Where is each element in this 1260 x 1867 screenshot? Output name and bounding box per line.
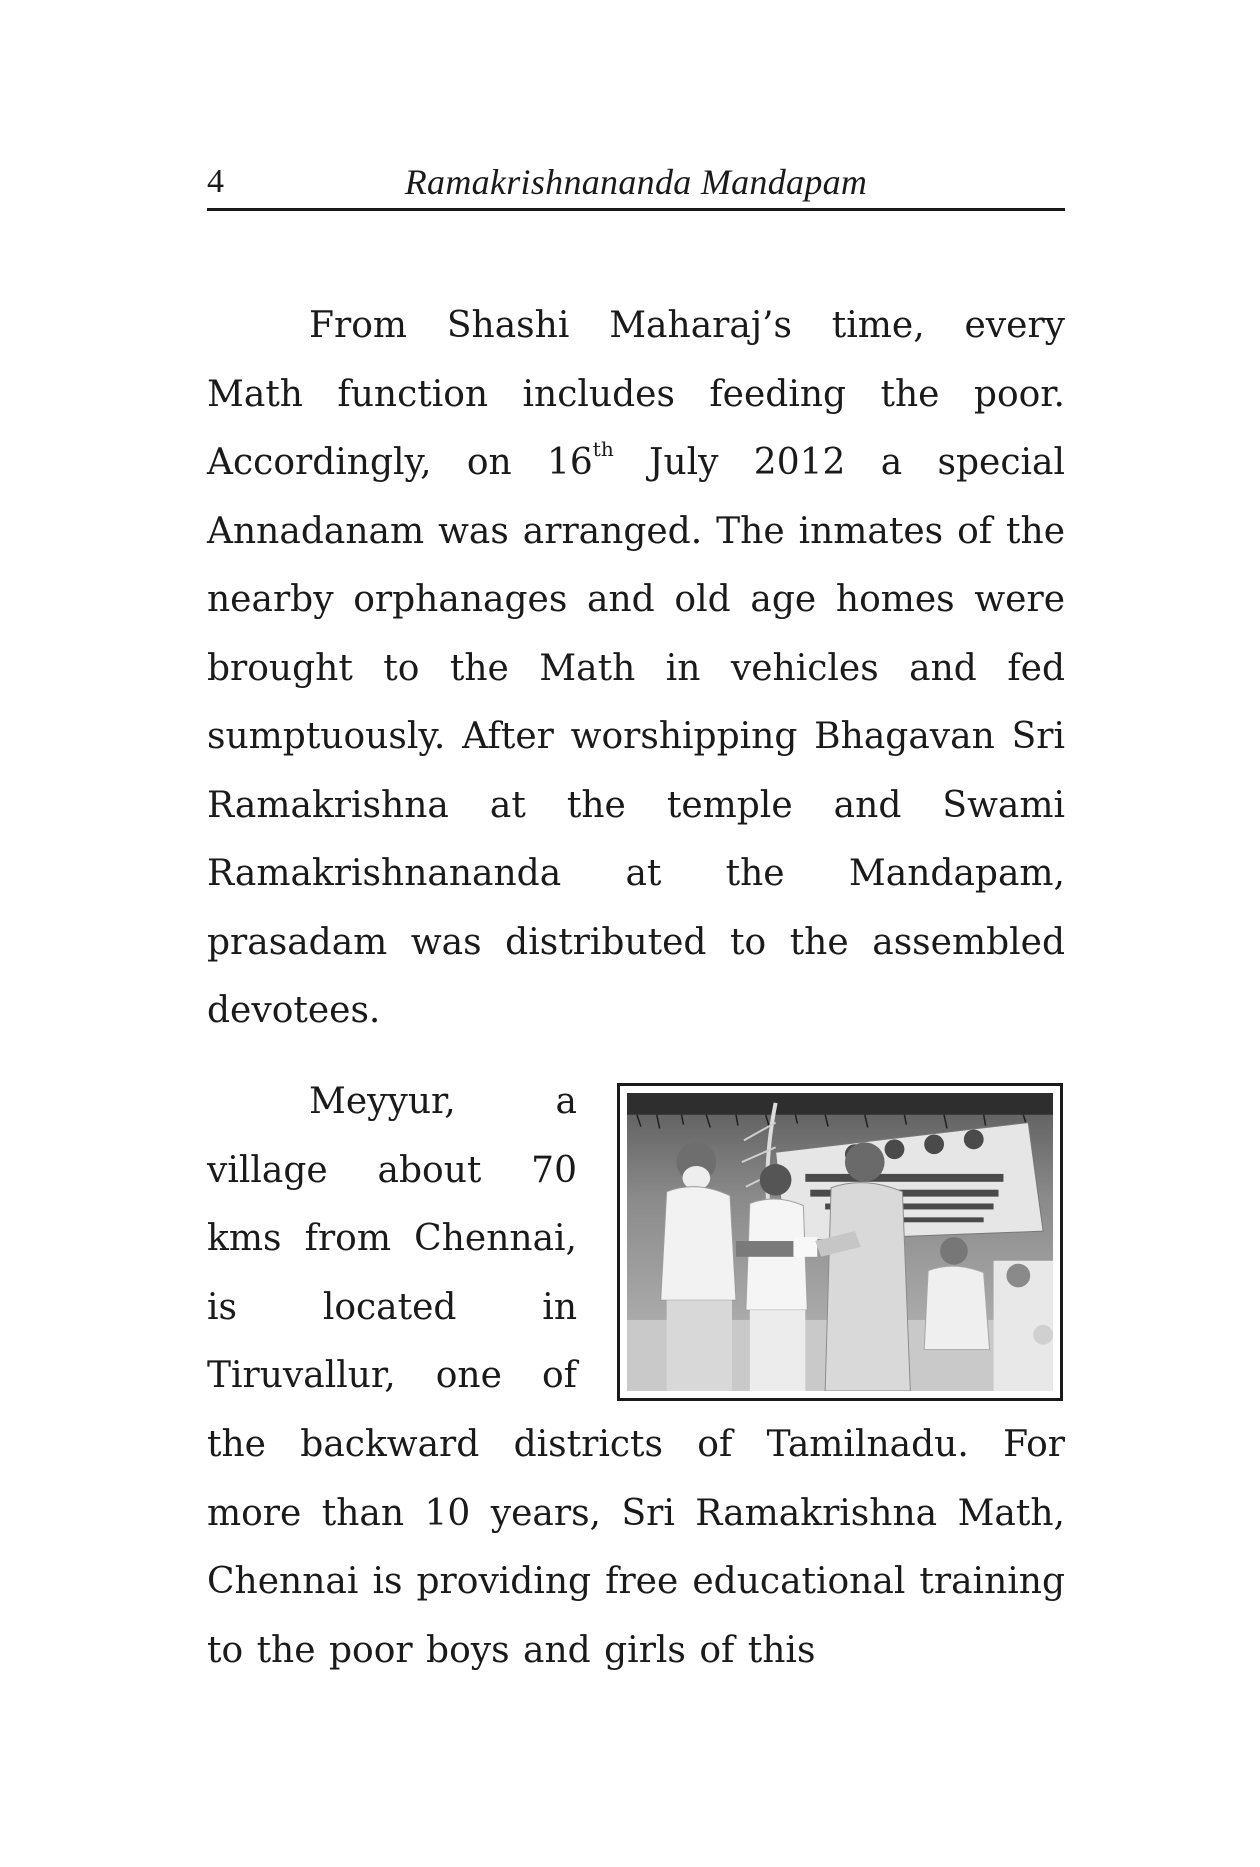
meyyur-line-3: kms from Chennai, xyxy=(207,1218,577,1259)
page-number: 4 xyxy=(207,163,224,200)
running-title: Ramakrishnananda Mandapam xyxy=(404,162,868,202)
running-header xyxy=(207,160,1065,211)
paragraph-annadanam-text-b: July 2012 a special Annadanam was arranged. The inmates of the nearby orphanages and old age homes were brought to the Math in vehicles and fed sumptuously. After worshipping Bhagavan Sri Ramakrishna at the temple and Swami Ramakrishnananda at the Mandapam, prasadam was distributed to the assembled devotees. xyxy=(207,442,1065,1031)
meyyur-line-1: Meyyur, a xyxy=(309,1081,577,1122)
paragraph-meyyur-wrapped xyxy=(207,1068,577,1411)
meyyur-line-4: is located in xyxy=(207,1286,577,1328)
ordinal-suffix: th xyxy=(592,437,614,461)
meyyur-line-2: village about 70 xyxy=(207,1149,577,1191)
paragraph-annadanam-text-a: From Shashi Maharaj’s time, every Math function includes feeding the poor. Accordingly, on 16 xyxy=(207,305,1065,483)
paragraph-annadanam xyxy=(207,292,1065,1046)
paragraph-meyyur-continuation: the backward districts of Tamilnadu. For more than 10 years, Sri Ramakrishna Math, Chennai is providing free educational training to the poor boys and girls of this xyxy=(207,1424,1065,1671)
event-photo-frame xyxy=(617,1083,1063,1401)
event-photo xyxy=(627,1093,1053,1391)
meyyur-line-5: Tiruvallur, one of xyxy=(207,1355,577,1396)
